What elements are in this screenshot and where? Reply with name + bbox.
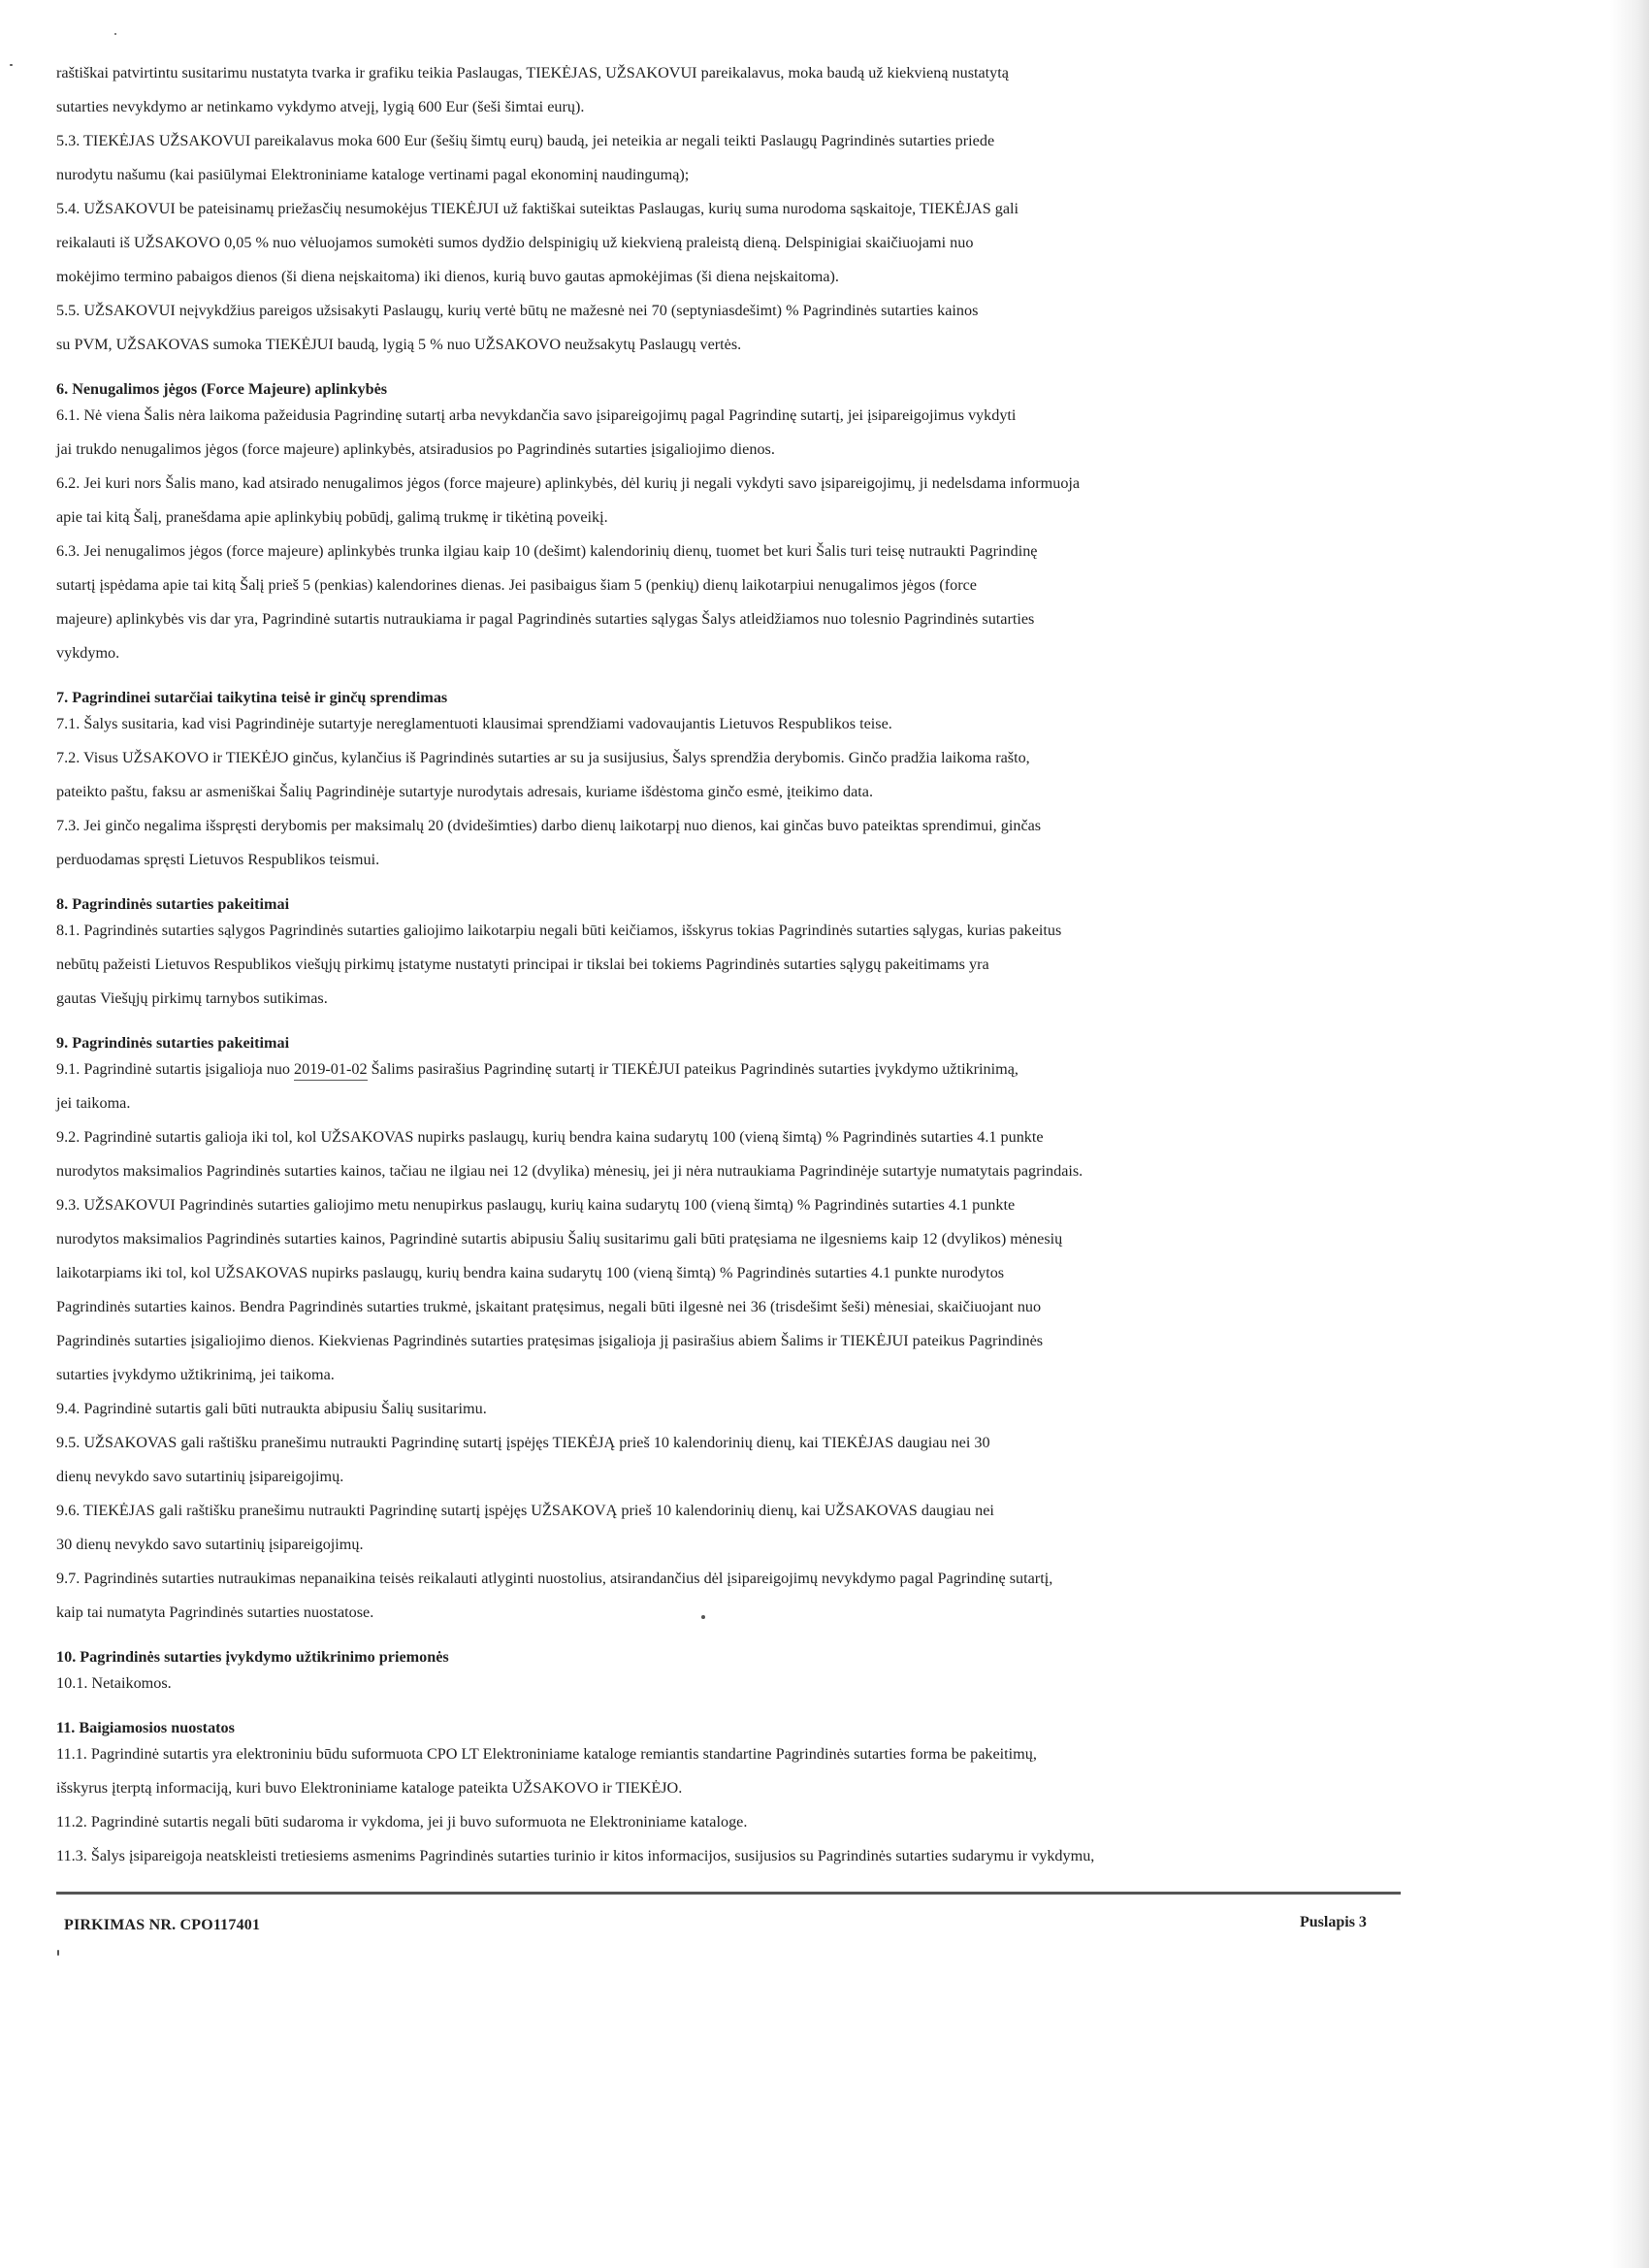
section-8 [56, 894, 1405, 1016]
text-line: 7.3. Jei ginčo negalima išspręsti derybomis per maksimalų 20 (dvidešimties) darbo dienų laikotarpį nuo dienos, kai ginčas buvo pateiktas sprendimui, ginčas [56, 817, 1042, 834]
text-line: 9.4. Pagrindinė sutartis gali būti nutraukta abipusiu Šalių susitarimu. [56, 1400, 487, 1417]
text-line: gautas Viešųjų pirkimų tarnybos sutikimas. [56, 989, 328, 1007]
text-line: 11.1. Pagrindinė sutartis yra elektroniniu būdu suformuota CPO LT Elektroniniame kataloge remiantis standartine Pagrindinės sutarties forma be pakeitimų, [56, 1745, 1037, 1763]
paragraph-9-1 [56, 1053, 1405, 1120]
paragraph-11-2 [56, 1805, 1405, 1839]
text-line: 6.2. Jei kuri nors Šalis mano, kad atsirado nenugalimos jėgos (force majeure) aplinkybės, dėl kurių ji negali vykdyti savo įsipareigojimų, ji nedelsdama informuoja [56, 474, 1081, 492]
text-line: majeure) aplinkybės vis dar yra, Pagrindinė sutartis nutraukiama ir pagal Pagrindinės sutarties sąlygas Šalys atleidžiamos nuo tolesnio Pagrindinės sutarties [56, 610, 1035, 628]
section-10 [56, 1647, 1405, 1701]
effective-date: 2019-01-02 [294, 1060, 368, 1081]
document-page [56, 56, 1405, 1873]
section-9 [56, 1033, 1405, 1630]
text-fragment: Šalims pasirašius Pagrindinę sutartį ir TIEKĖJUI pateikus Pagrindinės sutarties įvykdymo užtikrinimą, [367, 1060, 1018, 1078]
text-line: 9.6. TIEKĖJAS gali raštišku pranešimu nutraukti Pagrindinę sutartį įspėjęs UŽSAKOVĄ prieš 10 kalendorinių dienų, kai UŽSAKOVAS daugiau nei [56, 1502, 994, 1519]
paragraph-5-5 [56, 294, 1405, 362]
scan-edge-shadow [1610, 0, 1649, 2268]
text-line: pateikto paštu, faksu ar asmeniškai Šalių Pagrindinėje sutartyje nurodytais adresais, kuriame išdėstoma ginčo esmė, įteikimo data. [56, 783, 873, 800]
paragraph-7-1 [56, 707, 1405, 741]
text-line: 9.3. UŽSAKOVUI Pagrindinės sutarties galiojimo metu nenupirkus paslaugų, kurių kaina sudarytų 100 (vieną šimtą) % Pagrindinės sutarties 4.1 punkte [56, 1196, 1016, 1214]
text-line: 11.3. Šalys įsipareigoja neatskleisti tretiesiems asmenims Pagrindinės sutarties turinio ir kitos informacijos, susijusios su Pagrindinės sutarties sudarymu ir vykdymu, [56, 1847, 1095, 1864]
text-line [56, 1053, 1405, 1086]
text-line: 9.2. Pagrindinė sutartis galioja iki tol, kol UŽSAKOVAS nupirks paslaugų, kurių bendra kaina sudarytų 100 (vieną šimtą) % Pagrindinės sutarties 4.1 punkte [56, 1128, 1044, 1146]
section-6 [56, 379, 1405, 670]
section-7-title: 7. Pagrindinei sutarčiai taikytina teisė ir ginčų sprendimas [56, 689, 448, 706]
purchase-number: PIRKIMAS NR. CPO117401 [64, 1917, 261, 1933]
text-line: 9.7. Pagrindinės sutarties nutraukimas nepanaikina teisės reikalauti atlyginti nuostolius, atsirandančius dėl įsipareigojimų nevykdymo pagal Pagrindinę sutartį, [56, 1570, 1053, 1587]
text-line: reikalauti iš UŽSAKOVO 0,05 % nuo vėluojamos sumokėti sumos dydžio delspinigių už kiekvieną praleistą dieną. Delspinigiai skaičiuojami nuo [56, 234, 974, 251]
section-11-title: 11. Baigiamosios nuostatos [56, 1719, 235, 1736]
text-line: nurodytos maksimalios Pagrindinės sutarties kainos, tačiau ne ilgiau nei 12 (dvylika) mėnesių, jei ji nėra nutraukiama Pagrindinėje sutartyje numatytais pagrindais. [56, 1162, 1083, 1180]
text-fragment: 9.1. Pagrindinė sutartis įsigalioja nuo [56, 1060, 295, 1078]
section-10-title: 10. Pagrindinės sutarties įvykdymo užtikrinimo priemonės [56, 1648, 449, 1666]
paragraph-8-1 [56, 914, 1405, 1016]
paragraph-6-2 [56, 467, 1405, 535]
text-line: 5.3. TIEKĖJAS UŽSAKOVUI pareikalavus moka 600 Eur (šešių šimtų eurų) baudą, jei neteikia ar negali teikti Paslaugų Pagrindinės sutarties priede [56, 132, 995, 149]
section-8-title: 8. Pagrindinės sutarties pakeitimai [56, 895, 290, 913]
text-line: 6.1. Nė viena Šalis nėra laikoma pažeidusia Pagrindinę sutartį arba nevykdančia savo įsipareigojimų pagal Pagrindinę sutartį, jei įsipareigojimus vykdyti [56, 406, 1017, 424]
text-line: 30 dienų nevykdo savo sutartinių įsipareigojimų. [56, 1536, 364, 1553]
text-line: dienų nevykdo savo sutartinių įsipareigojimų. [56, 1468, 344, 1485]
footer-divider [56, 1892, 1401, 1895]
section-7 [56, 688, 1405, 877]
text-line: jei taikoma. [56, 1094, 131, 1112]
paragraph-11-1 [56, 1737, 1405, 1805]
text-line: jai trukdo nenugalimos jėgos (force majeure) aplinkybės, atsiradusios po Pagrindinės sutarties įsigaliojimo dienos. [56, 440, 775, 458]
text-line: su PVM, UŽSAKOVAS sumoka TIEKĖJUI baudą, lygią 5 % nuo UŽSAKOVO neužsakytų Paslaugų vertės. [56, 336, 742, 353]
text-line: nurodytu našumu (kai pasiūlymai Elektroniniame kataloge vertinami pagal ekonominį naudingumą); [56, 166, 690, 183]
paragraph-7-2 [56, 741, 1405, 809]
section-6-title: 6. Nenugalimos jėgos (Force Majeure) aplinkybės [56, 380, 388, 398]
text-line: 5.4. UŽSAKOVUI be pateisinamų priežasčių nesumokėjus TIEKĖJUI už faktiškai suteiktas Paslaugas, kurių suma nurodoma sąskaitoje, TIEKĖJAS gali [56, 200, 1019, 217]
paragraph-6-1 [56, 399, 1405, 467]
text-line: Pagrindinės sutarties kainos. Bendra Pagrindinės sutarties trukmė, įskaitant pratęsimus, negali būti ilgesnė nei 36 (trisdešimt šeši) mėnesiai, skaičiuojant nuo [56, 1298, 1042, 1315]
text-line: kaip tai numatyta Pagrindinės sutarties nuostatose. [56, 1604, 374, 1621]
text-line: nurodytos maksimalios Pagrindinės sutarties kainos, Pagrindinė sutartis abipusiu Šalių susitarimu gali būti pratęsiama ne ilgesniems kaip 12 (dvylikos) mėnesių [56, 1230, 1063, 1247]
text-line: sutarties įvykdymo užtikrinimą, jei taikoma. [56, 1366, 335, 1383]
text-line: perduodamas spręsti Lietuvos Respublikos teismui. [56, 851, 380, 868]
paragraph-11-3 [56, 1839, 1405, 1873]
text-line: 11.2. Pagrindinė sutartis negali būti sudaroma ir vykdoma, jei ji buvo suformuota ne Elektroniniame kataloge. [56, 1813, 748, 1831]
text-line: mokėjimo termino pabaigos dienos (ši diena neįskaitoma) iki dienos, kurią buvo gautas apmokėjimas (ši diena neįskaitoma). [56, 268, 839, 285]
scan-speck [10, 64, 13, 66]
text-line: raštiškai patvirtintu susitarimu nustatyta tvarka ir grafiku teikia Paslaugas, TIEKĖJAS, UŽSAKOVUI pareikalavus, moka baudą už kiekvieną nustatytą [56, 64, 1009, 81]
section-9-title: 9. Pagrindinės sutarties pakeitimai [56, 1034, 290, 1052]
text-line: 9.5. UŽSAKOVAS gali raštišku pranešimu nutraukti Pagrindinę sutartį įspėjęs TIEKĖJĄ prieš 10 kalendorinių dienų, kai TIEKĖJAS daugiau nei 30 [56, 1434, 990, 1451]
text-line: Pagrindinės sutarties įsigaliojimo dienos. Kiekvienas Pagrindinės sutarties pratęsimas įsigalioja jį pasirašius abiem Šalims ir TIEKĖJUI pateikus Pagrindinės [56, 1332, 1044, 1349]
paragraph-7-3 [56, 809, 1405, 877]
text-line: laikotarpiams iki tol, kol UŽSAKOVAS nupirks paslaugų, kurių bendra kaina sudarytų 100 (vieną šimtą) % Pagrindinės sutarties 4.1 punkte nurodytos [56, 1264, 1005, 1281]
section-11 [56, 1718, 1405, 1873]
text-line: išskyrus įterptą informaciją, kuri buvo Elektroniniame kataloge pateikta UŽSAKOVO ir TIEKĖJO. [56, 1779, 683, 1797]
paragraph-9-4 [56, 1392, 1405, 1426]
text-line: 10.1. Netaikomos. [56, 1674, 172, 1692]
text-line: 8.1. Pagrindinės sutarties sąlygos Pagrindinės sutarties galiojimo laikotarpiu negali būti keičiamos, išskyrus tokias Pagrindinės sutarties sąlygas, kurias pakeitus [56, 922, 1062, 939]
paragraph-6-3 [56, 535, 1405, 670]
paragraph-10-1 [56, 1667, 1405, 1701]
text-line: 6.3. Jei nenugalimos jėgos (force majeure) aplinkybės trunka ilgiau kaip 10 (dešimt) kalendorinių dienų, tuomet bet kuri Šalis turi teisę nutraukti Pagrindinę [56, 542, 1038, 560]
paragraph-intro [56, 56, 1405, 124]
text-line: sutarties nevykdymo ar netinkamo vykdymo atvejį, lygią 600 Eur (šeši šimtai eurų). [56, 98, 585, 115]
text-line: 7.1. Šalys susitaria, kad visi Pagrindinėje sutartyje nereglamentuoti klausimai sprendžiami vadovaujantis Lietuvos Respublikos teise. [56, 715, 892, 732]
paragraph-5-4 [56, 192, 1405, 294]
paragraph-9-7 [56, 1562, 1405, 1630]
paragraph-9-5 [56, 1426, 1405, 1494]
scan-speck [114, 33, 116, 35]
paragraph-9-6 [56, 1494, 1405, 1562]
text-line: nebūtų pažeisti Lietuvos Respublikos viešųjų pirkimų įstatyme nustatyti principai ir tikslai bei tokiems Pagrindinės sutarties sąlygų pakeitimams yra [56, 956, 989, 973]
text-line: sutartį įspėdama apie tai kitą Šalį prieš 5 (penkias) kalendorines dienas. Jei pasibaigus šiam 5 (penkių) dienų laikotarpiui nenugalimos jėgos (force [56, 576, 977, 594]
paragraph-5-3 [56, 124, 1405, 192]
paragraph-9-2 [56, 1120, 1405, 1188]
text-line: 7.2. Visus UŽSAKOVO ir TIEKĖJO ginčus, kylančius iš Pagrindinės sutarties ar su ja susijusius, Šalys sprendžia derybomis. Ginčo pradžia laikoma rašto, [56, 749, 1030, 766]
paragraph-9-3 [56, 1188, 1405, 1392]
page-number: Puslapis 3 [1300, 1914, 1367, 1930]
text-line: vykdymo. [56, 644, 120, 662]
text-line: apie tai kitą Šalį, pranešdama apie aplinkybių pobūdį, galimą trukmę ir tikėtiną poveikį. [56, 508, 608, 526]
scan-speck [57, 1950, 59, 1956]
text-line: 5.5. UŽSAKOVUI neįvykdžius pareigos užsisakyti Paslaugų, kurių vertė būtų ne mažesnė nei 70 (septyniasdešimt) % Pagrindinės sutarties kainos [56, 302, 979, 319]
